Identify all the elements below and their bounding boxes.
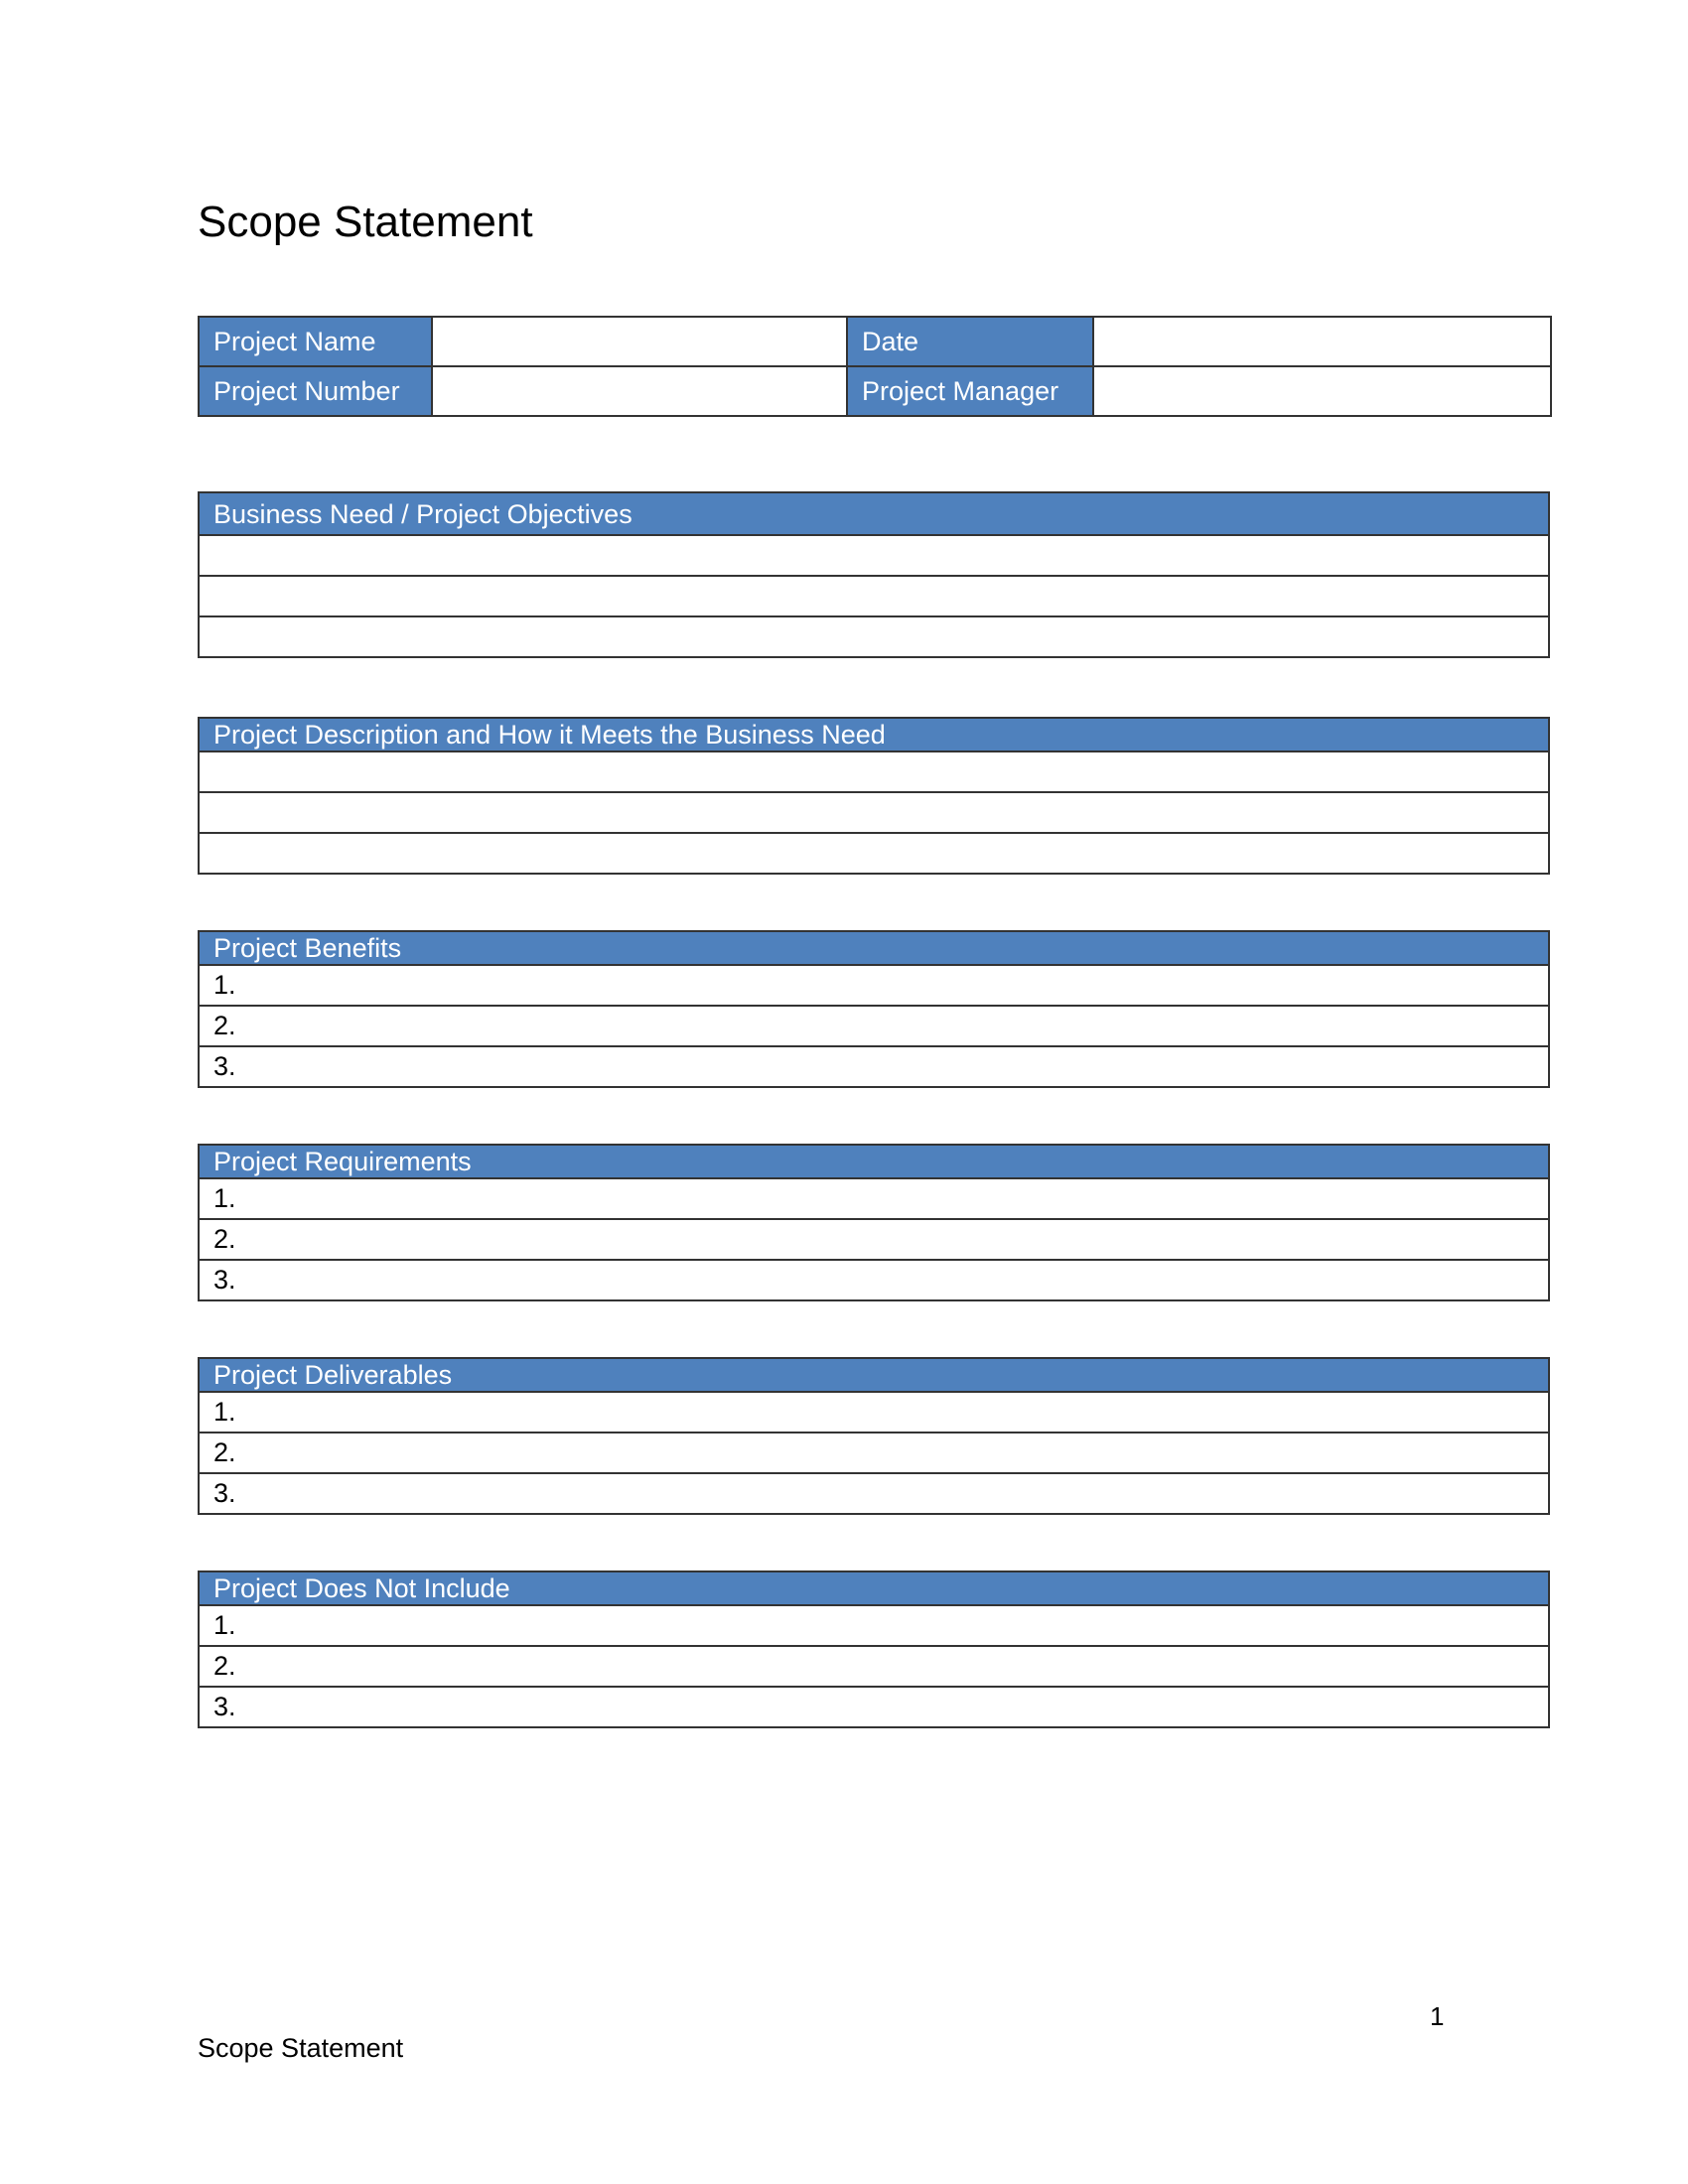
list-item[interactable]: 1. [199, 1392, 1549, 1433]
project-name-field[interactable] [432, 317, 847, 366]
list-item[interactable]: 3. [199, 1260, 1549, 1300]
section-row[interactable] [199, 792, 1549, 833]
project-benefits-section [198, 930, 1550, 1088]
project-number-label: Project Number [199, 366, 432, 416]
section-heading: Project Description and How it Meets the Business Need [199, 718, 1549, 751]
project-requirements-section [198, 1144, 1550, 1301]
list-item[interactable]: 2. [199, 1433, 1549, 1473]
section-row[interactable] [199, 751, 1549, 792]
project-info-table [198, 316, 1552, 417]
table-row [199, 366, 1551, 416]
list-item[interactable]: 1. [199, 1178, 1549, 1219]
project-description-section [198, 717, 1550, 875]
section-heading: Business Need / Project Objectives [199, 492, 1549, 535]
section-heading: Project Does Not Include [199, 1571, 1549, 1605]
date-field[interactable] [1093, 317, 1551, 366]
list-item[interactable]: 1. [199, 965, 1549, 1006]
business-need-section [198, 491, 1550, 658]
project-manager-field[interactable] [1093, 366, 1551, 416]
page-title: Scope Statement [198, 198, 533, 246]
section-row[interactable] [199, 616, 1549, 657]
project-exclusions-section [198, 1570, 1550, 1728]
list-item[interactable]: 1. [199, 1605, 1549, 1646]
table-row [199, 317, 1551, 366]
project-deliverables-section [198, 1357, 1550, 1515]
list-item[interactable]: 3. [199, 1473, 1549, 1514]
list-item[interactable]: 2. [199, 1646, 1549, 1687]
page-number: 1 [1430, 2001, 1445, 2031]
section-heading: Project Deliverables [199, 1358, 1549, 1392]
section-heading: Project Requirements [199, 1145, 1549, 1178]
list-item[interactable]: 3. [199, 1687, 1549, 1727]
date-label: Date [847, 317, 1093, 366]
section-row[interactable] [199, 535, 1549, 576]
project-name-label: Project Name [199, 317, 432, 366]
list-item[interactable]: 3. [199, 1046, 1549, 1087]
section-row[interactable] [199, 576, 1549, 616]
project-number-field[interactable] [432, 366, 847, 416]
section-row[interactable] [199, 833, 1549, 874]
section-heading: Project Benefits [199, 931, 1549, 965]
footer-text: Scope Statement [198, 2033, 404, 2063]
list-item[interactable]: 2. [199, 1219, 1549, 1260]
project-manager-label: Project Manager [847, 366, 1093, 416]
list-item[interactable]: 2. [199, 1006, 1549, 1046]
